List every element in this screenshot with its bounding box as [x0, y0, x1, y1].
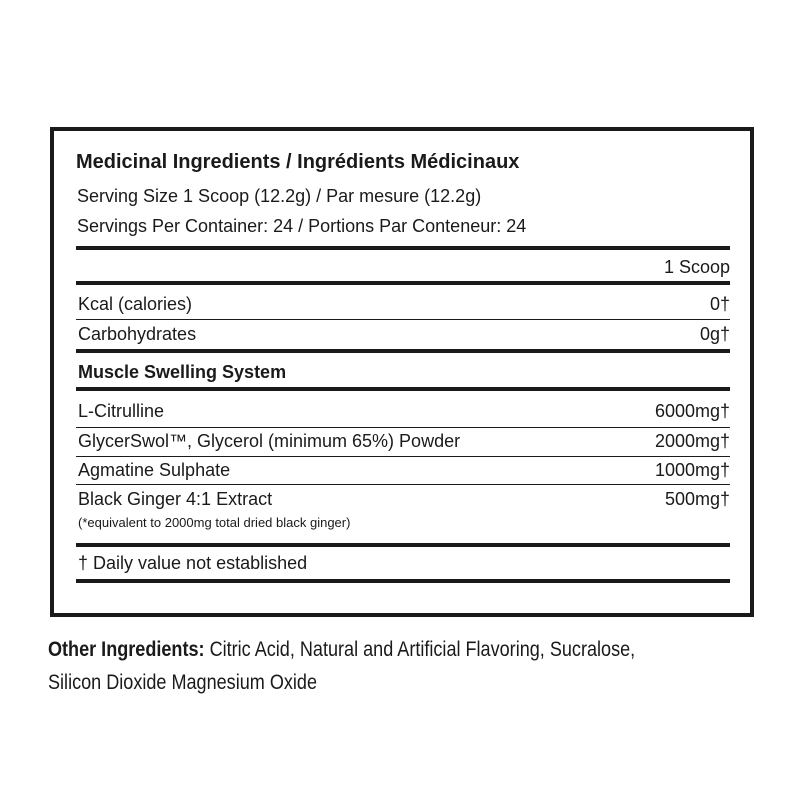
thick-divider	[76, 387, 730, 391]
servings-per-container: Servings Per Container: 24 / Portions Par Conteneur: 24	[77, 216, 527, 236]
ingredient-label: L-Citrulline	[78, 401, 165, 421]
serving-size: Serving Size 1 Scoop (12.2g) / Par mesure (12.2g)	[77, 186, 482, 206]
panel-title: Medicinal Ingredients / Ingrédients Médicinaux	[76, 151, 520, 173]
thin-divider	[76, 456, 730, 457]
nutrient-value: 0†	[709, 294, 730, 314]
ingredient-value: 2000mg†	[654, 431, 730, 451]
footnote-row	[76, 551, 730, 575]
ginger-note: (*equivalent to 2000mg total dried black ginger)	[78, 515, 351, 530]
section-row	[76, 360, 730, 384]
thin-divider	[76, 427, 730, 428]
thin-divider	[76, 319, 730, 320]
ingredient-value: 1000mg†	[654, 460, 730, 480]
supplement-facts-panel	[50, 127, 754, 617]
thick-divider	[76, 246, 730, 250]
ingredient-value: 6000mg†	[654, 401, 730, 421]
other-ingredients	[48, 633, 667, 699]
ingredient-label: Black Ginger 4:1 Extract	[78, 489, 273, 509]
other-ingredients-text: Citric Acid, Natural and Artificial Flavoring, Sucralose, Silicon Dioxide Magnesium Oxide	[48, 638, 636, 694]
thin-divider	[76, 484, 730, 485]
section-title: Muscle Swelling System	[78, 362, 287, 382]
ingredient-label: GlycerSwol™, Glycerol (minimum 65%) Powder	[78, 431, 461, 451]
thick-divider	[76, 281, 730, 285]
nutrient-label: Kcal (calories)	[78, 294, 193, 314]
ingredient-row-agmatine	[76, 458, 730, 482]
column-header: 1 Scoop	[663, 257, 730, 277]
nutrient-value: 0g†	[699, 324, 730, 344]
ingredient-label: Agmatine Sulphate	[78, 460, 231, 480]
footnote: † Daily value not established	[78, 553, 308, 573]
column-header-row	[76, 255, 730, 279]
ingredient-row-glycerswol	[76, 429, 730, 453]
nutrient-label: Carbohydrates	[78, 324, 197, 344]
other-ingredients-label: Other Ingredients:	[48, 638, 205, 661]
ingredient-row-l-citrulline	[76, 399, 730, 423]
thick-divider	[76, 543, 730, 547]
thick-divider	[76, 349, 730, 353]
ingredient-value: 500mg†	[664, 489, 730, 509]
ingredient-row-black-ginger	[76, 487, 730, 511]
nutrient-row-carbohydrates	[76, 322, 730, 346]
nutrient-row-kcal	[76, 292, 730, 316]
thick-divider	[76, 579, 730, 583]
